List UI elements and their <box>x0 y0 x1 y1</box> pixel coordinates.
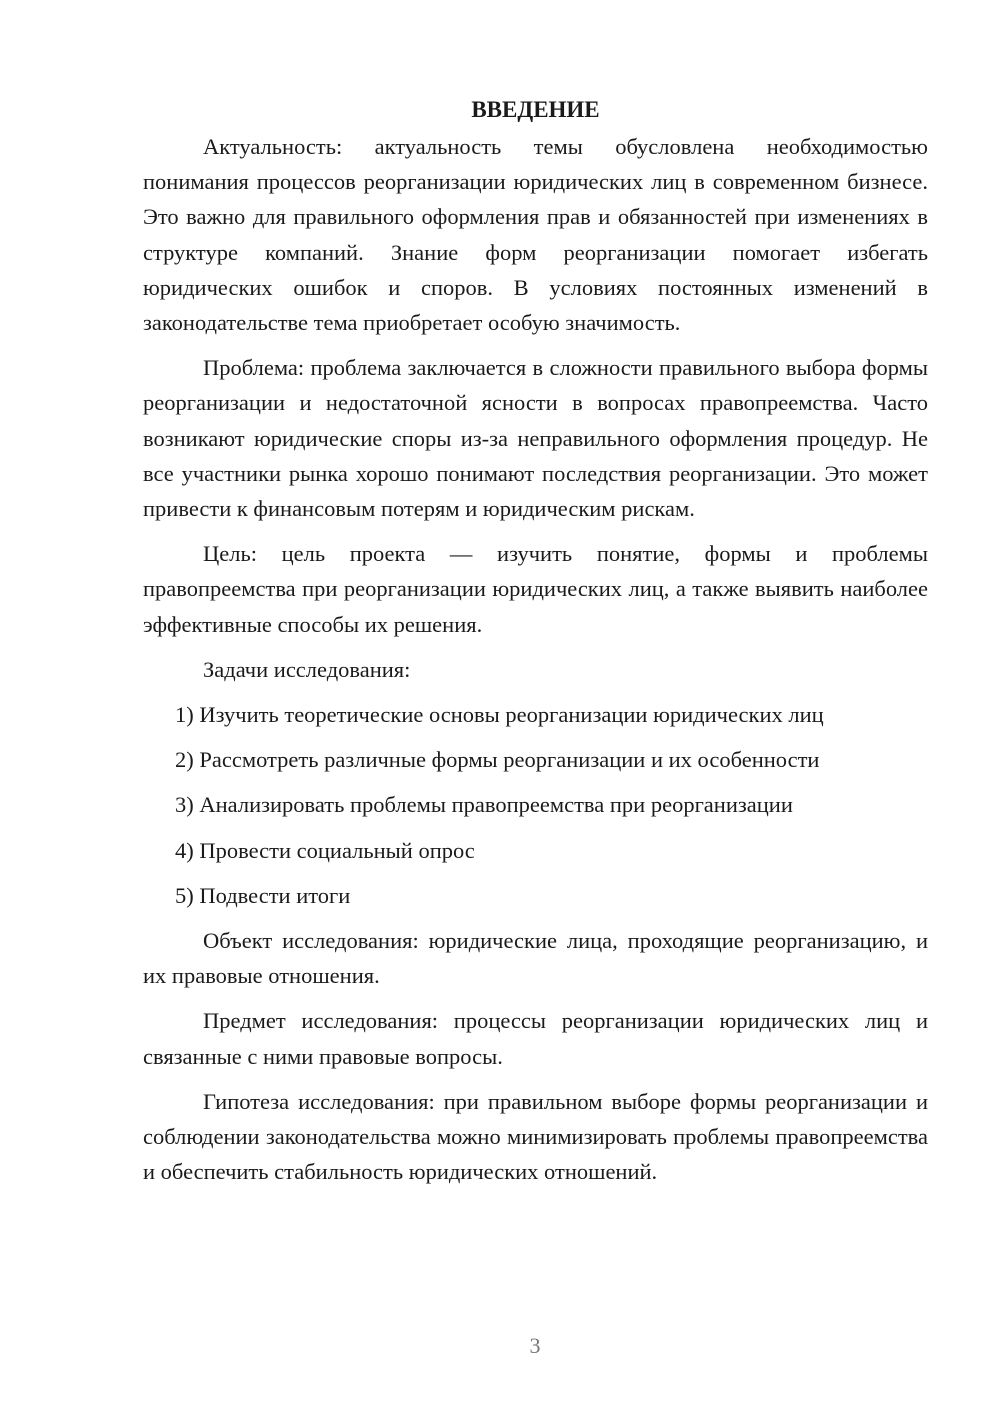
list-item: 1) Изучить теоретические основы реорганизации юридических лиц <box>175 702 824 728</box>
tasks-list <box>143 697 928 913</box>
document-page <box>143 92 928 1199</box>
list-item: 4) Провести социальный опрос <box>175 837 475 863</box>
paragraph-problem: Проблема: проблема заключается в сложности правильного выбора формы реорганизации и недостаточной ясности в вопросах правопреемства. Часто возникают юридические споры из-за неправильного оформления процедур. Не все участники рынка хорошо понимают последствия реорганизации. Это может привести к финансовым потерям и юридическим рискам. <box>143 355 928 522</box>
paragraph-hypothesis: Гипотеза исследования: при правильном выборе формы реорганизации и соблюдении законодательства можно минимизировать проблемы правопреемства и обеспечить стабильность юридических отношений. <box>143 1088 928 1185</box>
list-item: 5) Подвести итоги <box>175 882 351 908</box>
page-title: ВВЕДЕНИЕ <box>471 97 600 122</box>
paragraph-subject: Предмет исследования: процессы реорганизации юридических лиц и связанные с ними правовые вопросы. <box>143 1008 928 1069</box>
paragraph-object: Объект исследования: юридические лица, проходящие реорганизацию, и их правовые отношения. <box>143 928 928 989</box>
page-number: 3 <box>529 1333 541 1358</box>
paragraph-goal: Цель: цель проекта — изучить понятие, формы и проблемы правопреемства при реорганизации юридических лиц, а также выявить наиболее эффективные способы их решения. <box>143 541 928 637</box>
list-item: 3) Анализировать проблемы правопреемства при реорганизации <box>175 792 793 818</box>
paragraph-relevance: Актуальность: актуальность темы обусловлена необходимостью понимания процессов реорганизации юридических лиц в современном бизнесе. Это важно для правильного оформления прав и обязанностей при изменениях в структуре компаний. Знание форм реорганизации помогает избегать юридических ошибок и споров. В условиях постоянных изменений в законодательстве тема приобретает особую значимость. <box>143 134 928 336</box>
list-item: 2) Рассмотреть различные формы реорганизации и их особенности <box>175 747 820 773</box>
tasks-heading: Задачи исследования: <box>203 656 411 682</box>
